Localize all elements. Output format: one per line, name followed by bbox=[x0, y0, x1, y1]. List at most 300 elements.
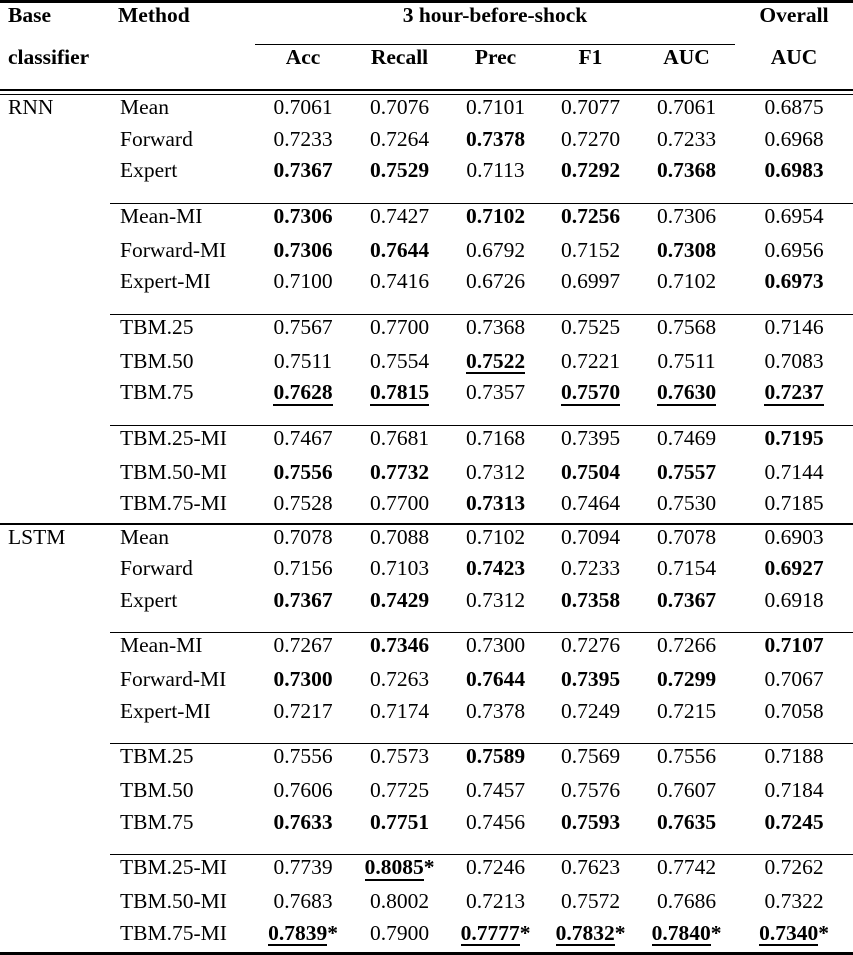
cell-metric-value bbox=[543, 667, 638, 699]
metric-value: 0.7554 bbox=[370, 349, 429, 374]
cell-metric-value bbox=[448, 95, 543, 127]
metric-value: 0.7395 bbox=[561, 426, 620, 451]
header-row-primary bbox=[0, 3, 853, 45]
metric-value: 0.7504 bbox=[561, 460, 620, 485]
cell-metric-value bbox=[255, 699, 351, 731]
metric-value: 0.7630 bbox=[657, 381, 716, 406]
cell-metric-value bbox=[735, 491, 853, 524]
metric-value: 0.7312 bbox=[466, 460, 525, 485]
cell-metric-value bbox=[543, 380, 638, 412]
cell-metric-value bbox=[638, 315, 735, 349]
cell-metric-value bbox=[351, 921, 448, 954]
metric-value: 0.7573 bbox=[370, 744, 429, 769]
metric-value: 0.8085 bbox=[365, 856, 424, 881]
cell-metric-value bbox=[448, 556, 543, 588]
metric-value: 0.7102 bbox=[466, 204, 525, 229]
cell-metric-value bbox=[351, 699, 448, 731]
cell-metric-value bbox=[351, 667, 448, 699]
cell-metric-value bbox=[543, 269, 638, 301]
cell-metric-value bbox=[448, 127, 543, 159]
cell-metric-value bbox=[735, 460, 853, 492]
cell-metric-value bbox=[255, 588, 351, 620]
table-row bbox=[0, 204, 853, 238]
table-row bbox=[0, 158, 853, 190]
table-row bbox=[0, 491, 853, 524]
cell-metric-value bbox=[351, 810, 448, 842]
metric-value: 0.7556 bbox=[273, 744, 332, 769]
cell-method-name: Expert-MI bbox=[110, 269, 255, 301]
metric-value: 0.7469 bbox=[657, 426, 716, 451]
table-header bbox=[0, 2, 853, 91]
cell-base-classifier bbox=[0, 204, 110, 238]
metric-value: 0.7262 bbox=[764, 855, 823, 880]
metric-value: 0.7094 bbox=[561, 525, 620, 550]
metric-value: 0.7246 bbox=[466, 855, 525, 880]
cell-metric-value bbox=[543, 127, 638, 159]
cell-base-classifier bbox=[0, 491, 110, 524]
metric-value: 0.7083 bbox=[764, 349, 823, 374]
cell-base-classifier bbox=[0, 238, 110, 270]
metric-value: 0.7058 bbox=[764, 699, 823, 724]
header-base-classifier-line1: Base bbox=[0, 3, 110, 45]
metric-value: 0.7300 bbox=[273, 667, 332, 692]
metric-value: 0.7832 bbox=[556, 922, 615, 947]
cell-base-classifier bbox=[0, 349, 110, 381]
metric-value: 0.7237 bbox=[764, 381, 823, 406]
metric-value: 0.7312 bbox=[466, 588, 525, 613]
metric-value: 0.7078 bbox=[657, 525, 716, 550]
cell-metric-value bbox=[255, 204, 351, 238]
cell-metric-value bbox=[638, 778, 735, 810]
cell-method-name: TBM.75 bbox=[110, 810, 255, 842]
cell-metric-value bbox=[448, 315, 543, 349]
cell-metric-value bbox=[448, 491, 543, 524]
cell-base-classifier bbox=[0, 460, 110, 492]
metric-value: 0.8002 bbox=[370, 889, 429, 914]
cell-metric-value bbox=[255, 426, 351, 460]
metric-value: 0.7368 bbox=[657, 158, 716, 183]
cell-base-classifier bbox=[0, 426, 110, 460]
metric-value: 0.7751 bbox=[370, 810, 429, 835]
cell-metric-value bbox=[735, 204, 853, 238]
cell-method-name: Forward-MI bbox=[110, 667, 255, 699]
cell-base-classifier bbox=[0, 556, 110, 588]
cell-metric-value bbox=[543, 556, 638, 588]
cell-base-classifier: LSTM bbox=[0, 525, 110, 557]
cell-metric-value bbox=[543, 525, 638, 557]
cell-metric-value bbox=[735, 158, 853, 190]
metric-value: 0.7188 bbox=[764, 744, 823, 769]
cell-metric-value bbox=[255, 810, 351, 842]
metric-value: 0.7061 bbox=[657, 95, 716, 120]
metric-value: 0.7346 bbox=[370, 633, 429, 658]
cell-metric-value bbox=[351, 238, 448, 270]
metric-value: 0.7308 bbox=[657, 238, 716, 263]
metric-value: 0.7367 bbox=[273, 588, 332, 613]
cell-metric-value bbox=[255, 667, 351, 699]
metric-value: 0.7266 bbox=[657, 633, 716, 658]
cell-metric-value bbox=[351, 744, 448, 778]
table-row bbox=[0, 460, 853, 492]
metric-value: 0.7146 bbox=[764, 315, 823, 340]
cell-base-classifier bbox=[0, 667, 110, 699]
metric-value: 0.7633 bbox=[273, 810, 332, 835]
metric-value: 0.6875 bbox=[764, 95, 823, 120]
cell-base-classifier bbox=[0, 810, 110, 842]
cell-method-name: Mean bbox=[110, 95, 255, 127]
cell-method-name: TBM.25-MI bbox=[110, 426, 255, 460]
metric-value: 0.7367 bbox=[273, 158, 332, 183]
cell-metric-value bbox=[543, 460, 638, 492]
metric-value: 0.7683 bbox=[273, 889, 332, 914]
metric-value: 0.7221 bbox=[561, 349, 620, 374]
metric-value: 0.7156 bbox=[273, 556, 332, 581]
cell-metric-value bbox=[638, 426, 735, 460]
cell-metric-value bbox=[351, 95, 448, 127]
cell-metric-value bbox=[448, 349, 543, 381]
cell-metric-value bbox=[543, 810, 638, 842]
significance-asterisk: * bbox=[818, 921, 829, 946]
metric-value: 0.7623 bbox=[561, 855, 620, 880]
metric-value: 0.7900 bbox=[370, 921, 429, 946]
cell-method-name: TBM.25-MI bbox=[110, 855, 255, 889]
cell-metric-value bbox=[638, 380, 735, 412]
metric-value: 0.7263 bbox=[370, 667, 429, 692]
cell-base-classifier bbox=[0, 269, 110, 301]
metric-value: 0.7467 bbox=[273, 426, 332, 451]
metric-value: 0.6954 bbox=[764, 204, 823, 229]
cell-base-classifier bbox=[0, 315, 110, 349]
table-row bbox=[0, 95, 853, 127]
cell-metric-value bbox=[543, 921, 638, 954]
metric-value: 0.7102 bbox=[657, 269, 716, 294]
block-spacer bbox=[0, 730, 853, 744]
metric-value: 0.7568 bbox=[657, 315, 716, 340]
metric-value: 0.7195 bbox=[764, 426, 823, 451]
metric-value: 0.7457 bbox=[466, 778, 525, 803]
cell-base-classifier: RNN bbox=[0, 95, 110, 127]
cell-metric-value bbox=[735, 778, 853, 810]
metric-value: 0.7635 bbox=[657, 810, 716, 835]
cell-method-name: Forward-MI bbox=[110, 238, 255, 270]
metric-value: 0.7593 bbox=[561, 810, 620, 835]
cell-metric-value bbox=[735, 744, 853, 778]
cell-metric-value bbox=[351, 460, 448, 492]
cell-metric-value bbox=[448, 460, 543, 492]
metric-value: 0.7107 bbox=[764, 633, 823, 658]
cell-metric-value bbox=[255, 158, 351, 190]
cell-metric-value bbox=[543, 491, 638, 524]
cell-metric-value bbox=[735, 633, 853, 667]
cell-metric-value bbox=[735, 810, 853, 842]
cell-metric-value bbox=[448, 158, 543, 190]
metric-value: 0.7367 bbox=[657, 588, 716, 613]
cell-metric-value bbox=[255, 633, 351, 667]
metric-value: 0.6726 bbox=[466, 269, 525, 294]
metric-value: 0.7184 bbox=[764, 778, 823, 803]
cell-metric-value bbox=[351, 525, 448, 557]
metric-value: 0.7101 bbox=[466, 95, 525, 120]
cell-method-name: TBM.75-MI bbox=[110, 921, 255, 954]
metric-value: 0.7681 bbox=[370, 426, 429, 451]
metric-value: 0.7292 bbox=[561, 158, 620, 183]
metric-value: 0.7686 bbox=[657, 889, 716, 914]
metric-value: 0.7102 bbox=[466, 525, 525, 550]
cell-metric-value bbox=[351, 127, 448, 159]
cell-base-classifier bbox=[0, 744, 110, 778]
table-row bbox=[0, 315, 853, 349]
cell-method-name: TBM.25 bbox=[110, 315, 255, 349]
cell-base-classifier bbox=[0, 127, 110, 159]
metric-value: 0.7839 bbox=[268, 922, 327, 947]
metric-value: 0.6968 bbox=[764, 127, 823, 152]
metric-value: 0.7644 bbox=[466, 667, 525, 692]
cell-metric-value bbox=[448, 380, 543, 412]
cell-metric-value bbox=[448, 778, 543, 810]
cell-method-name: Expert bbox=[110, 158, 255, 190]
cell-metric-value bbox=[255, 491, 351, 524]
cell-metric-value bbox=[255, 95, 351, 127]
table-row bbox=[0, 349, 853, 381]
block-spacer bbox=[0, 190, 853, 204]
metric-value: 0.6983 bbox=[764, 158, 823, 183]
cell-method-name: Mean-MI bbox=[110, 633, 255, 667]
metric-value: 0.7777 bbox=[461, 922, 520, 947]
cell-metric-value bbox=[543, 855, 638, 889]
header-overall-auc: AUC bbox=[735, 45, 853, 90]
metric-value: 0.7113 bbox=[466, 158, 524, 183]
metric-value: 0.7154 bbox=[657, 556, 716, 581]
block-spacer bbox=[0, 841, 853, 855]
cell-method-name: TBM.50-MI bbox=[110, 889, 255, 921]
cell-metric-value bbox=[448, 810, 543, 842]
cell-metric-value bbox=[735, 556, 853, 588]
cell-metric-value bbox=[351, 426, 448, 460]
cell-method-name: Mean bbox=[110, 525, 255, 557]
table-row bbox=[0, 744, 853, 778]
cell-metric-value bbox=[351, 855, 448, 889]
metric-value: 0.7557 bbox=[657, 460, 716, 485]
metric-value: 0.7840 bbox=[652, 922, 711, 947]
significance-asterisk: * bbox=[520, 921, 531, 946]
cell-metric-value bbox=[735, 238, 853, 270]
table-row bbox=[0, 426, 853, 460]
cell-metric-value bbox=[448, 855, 543, 889]
metric-value: 0.7100 bbox=[273, 269, 332, 294]
metric-value: 0.7511 bbox=[274, 349, 332, 374]
cell-metric-value bbox=[638, 127, 735, 159]
cell-metric-value bbox=[735, 921, 853, 954]
cell-metric-value bbox=[255, 269, 351, 301]
metric-value: 0.7245 bbox=[764, 810, 823, 835]
metric-value: 0.7429 bbox=[370, 588, 429, 613]
cell-metric-value bbox=[448, 269, 543, 301]
cell-metric-value bbox=[255, 855, 351, 889]
table-row bbox=[0, 556, 853, 588]
cell-metric-value bbox=[638, 238, 735, 270]
header-method-spacer bbox=[110, 45, 255, 90]
cell-base-classifier bbox=[0, 778, 110, 810]
cell-metric-value bbox=[735, 525, 853, 557]
cell-metric-value bbox=[255, 921, 351, 954]
metric-value: 0.7276 bbox=[561, 633, 620, 658]
metric-value: 0.7168 bbox=[466, 426, 525, 451]
cell-metric-value bbox=[448, 921, 543, 954]
cell-metric-value bbox=[638, 269, 735, 301]
cell-metric-value bbox=[543, 315, 638, 349]
metric-value: 0.7067 bbox=[764, 667, 823, 692]
cell-metric-value bbox=[543, 699, 638, 731]
metric-value: 0.7358 bbox=[561, 588, 620, 613]
header-metric-f1-3: F1 bbox=[543, 45, 638, 90]
table-row bbox=[0, 855, 853, 889]
metric-value: 0.7725 bbox=[370, 778, 429, 803]
cell-metric-value bbox=[638, 349, 735, 381]
cell-metric-value bbox=[735, 855, 853, 889]
metric-value: 0.7644 bbox=[370, 238, 429, 263]
metric-value: 0.7249 bbox=[561, 699, 620, 724]
metric-value: 0.7152 bbox=[561, 238, 620, 263]
significance-asterisk: * bbox=[711, 921, 722, 946]
cell-metric-value bbox=[735, 588, 853, 620]
metric-value: 0.7299 bbox=[657, 667, 716, 692]
cell-metric-value bbox=[543, 158, 638, 190]
cell-method-name: TBM.50 bbox=[110, 778, 255, 810]
metric-value: 0.7306 bbox=[273, 238, 332, 263]
cell-metric-value bbox=[735, 426, 853, 460]
metric-value: 0.7700 bbox=[370, 491, 429, 516]
cell-base-classifier bbox=[0, 158, 110, 190]
metric-value: 0.7570 bbox=[561, 381, 620, 406]
metric-value: 0.7144 bbox=[764, 460, 823, 485]
metric-value: 0.7306 bbox=[657, 204, 716, 229]
metric-value: 0.7213 bbox=[466, 889, 525, 914]
cell-metric-value bbox=[255, 744, 351, 778]
metric-value: 0.6956 bbox=[764, 238, 823, 263]
metric-value: 0.7528 bbox=[273, 491, 332, 516]
metric-value: 0.7576 bbox=[561, 778, 620, 803]
cell-metric-value bbox=[638, 699, 735, 731]
metric-value: 0.7530 bbox=[657, 491, 716, 516]
metric-value: 0.7233 bbox=[657, 127, 716, 152]
table-body bbox=[0, 90, 853, 955]
cell-method-name: Mean-MI bbox=[110, 204, 255, 238]
metric-value: 0.7739 bbox=[273, 855, 332, 880]
metric-value: 0.6927 bbox=[764, 556, 823, 581]
table-row bbox=[0, 633, 853, 667]
cell-metric-value bbox=[351, 556, 448, 588]
metric-value: 0.7606 bbox=[273, 778, 332, 803]
metric-value: 0.7185 bbox=[764, 491, 823, 516]
cell-metric-value bbox=[255, 380, 351, 412]
metric-value: 0.7267 bbox=[273, 633, 332, 658]
cell-metric-value bbox=[735, 315, 853, 349]
table-row bbox=[0, 238, 853, 270]
significance-asterisk: * bbox=[615, 921, 626, 946]
metric-value: 0.7700 bbox=[370, 315, 429, 340]
metric-value: 0.7464 bbox=[561, 491, 620, 516]
cell-metric-value bbox=[735, 269, 853, 301]
metric-value: 0.6792 bbox=[466, 238, 525, 263]
cell-metric-value bbox=[638, 158, 735, 190]
header-group-3-hour-before-shock: 3 hour-before-shock bbox=[255, 3, 735, 45]
cell-metric-value bbox=[735, 380, 853, 412]
metric-value: 0.7078 bbox=[273, 525, 332, 550]
cell-metric-value bbox=[638, 556, 735, 588]
table-row bbox=[0, 380, 853, 412]
cell-method-name: Forward bbox=[110, 556, 255, 588]
cell-metric-value bbox=[638, 921, 735, 954]
metric-value: 0.7264 bbox=[370, 127, 429, 152]
cell-metric-value bbox=[255, 238, 351, 270]
block-spacer bbox=[0, 412, 853, 426]
metric-value: 0.7300 bbox=[466, 633, 525, 658]
metric-value: 0.7368 bbox=[466, 315, 525, 340]
table-row bbox=[0, 921, 853, 954]
header-row-secondary bbox=[0, 45, 853, 90]
cell-metric-value bbox=[638, 744, 735, 778]
cell-metric-value bbox=[543, 588, 638, 620]
cell-metric-value bbox=[735, 667, 853, 699]
metric-value: 0.7088 bbox=[370, 525, 429, 550]
cell-metric-value bbox=[735, 95, 853, 127]
cell-metric-value bbox=[735, 127, 853, 159]
cell-metric-value bbox=[638, 204, 735, 238]
table-row bbox=[0, 810, 853, 842]
metric-value: 0.7061 bbox=[273, 95, 332, 120]
header-metric-auc-4: AUC bbox=[638, 45, 735, 90]
cell-metric-value bbox=[255, 778, 351, 810]
cell-metric-value bbox=[638, 525, 735, 557]
cell-method-name: Expert-MI bbox=[110, 699, 255, 731]
cell-base-classifier bbox=[0, 855, 110, 889]
metric-value: 0.7732 bbox=[370, 460, 429, 485]
cell-metric-value bbox=[735, 699, 853, 731]
metric-value: 0.7423 bbox=[466, 556, 525, 581]
metric-value: 0.7525 bbox=[561, 315, 620, 340]
metric-value: 0.7395 bbox=[561, 667, 620, 692]
header-metric-recall-1: Recall bbox=[351, 45, 448, 90]
cell-method-name: Expert bbox=[110, 588, 255, 620]
metric-value: 0.7556 bbox=[273, 460, 332, 485]
cell-metric-value bbox=[543, 778, 638, 810]
metric-value: 0.6903 bbox=[764, 525, 823, 550]
metric-value: 0.7270 bbox=[561, 127, 620, 152]
metric-value: 0.7628 bbox=[273, 381, 332, 406]
table-row bbox=[0, 588, 853, 620]
cell-metric-value bbox=[638, 633, 735, 667]
significance-asterisk: * bbox=[327, 921, 338, 946]
cell-metric-value bbox=[543, 633, 638, 667]
metric-value: 0.7522 bbox=[466, 350, 525, 375]
cell-metric-value bbox=[351, 778, 448, 810]
cell-metric-value bbox=[638, 460, 735, 492]
metric-value: 0.7233 bbox=[273, 127, 332, 152]
metric-value: 0.7306 bbox=[273, 204, 332, 229]
metric-value: 0.7076 bbox=[370, 95, 429, 120]
metric-value: 0.7256 bbox=[561, 204, 620, 229]
cell-metric-value bbox=[448, 588, 543, 620]
metric-value: 0.7340 bbox=[759, 922, 818, 947]
cell-base-classifier bbox=[0, 699, 110, 731]
metric-value: 0.7378 bbox=[466, 699, 525, 724]
cell-method-name: TBM.50 bbox=[110, 349, 255, 381]
cell-metric-value bbox=[543, 744, 638, 778]
cell-metric-value bbox=[638, 810, 735, 842]
cell-metric-value bbox=[543, 204, 638, 238]
metric-value: 0.7556 bbox=[657, 744, 716, 769]
table-row bbox=[0, 269, 853, 301]
